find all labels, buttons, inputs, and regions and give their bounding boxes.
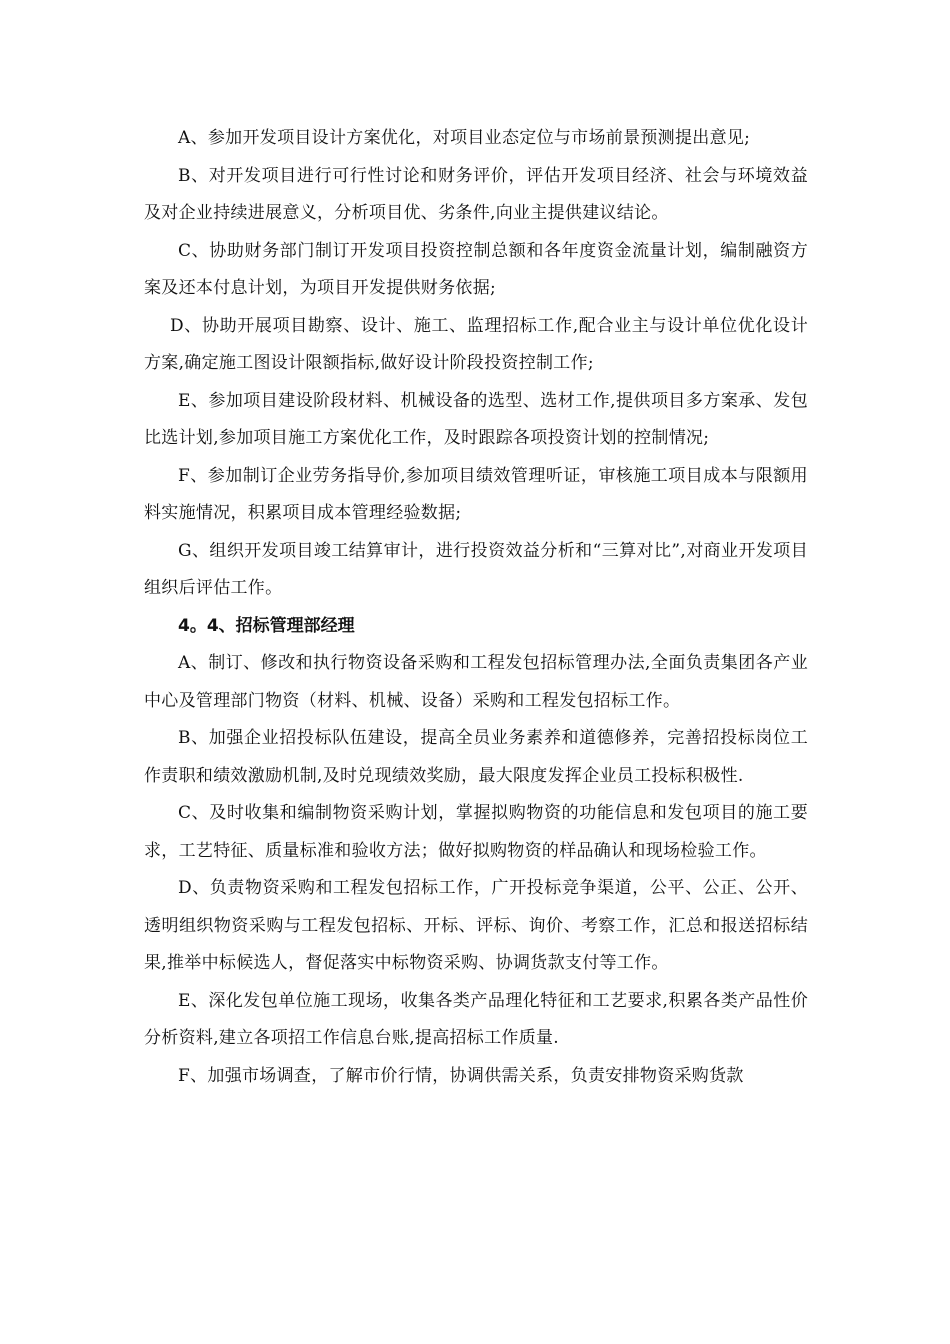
document-body — [144, 120, 808, 1095]
paragraph-d2: D、负责物资采购和工程发包招标工作，广开投标竞争渠道，公平、公正、公开、透明组织物资采购与工程发包招标、开标、评标、询价、考察工作，汇总和报送招标结果,推举中标候选人，督促落实中标物资采购、协调货款支付等工作。 — [144, 878, 808, 973]
paragraph-c2: C、及时收集和编制物资采购计划，掌握拟购物资的功能信息和发包项目的施工要求，工艺特征、质量标准和验收方法；做好拟购物资的样品确认和现场检验工作。 — [144, 803, 808, 861]
section-heading: 4。4、招标管理部经理 — [178, 615, 355, 636]
paragraph-e1: E、参加项目建设阶段材料、机械设备的选型、选材工作,提供项目多方案承、发包比选计划,参加项目施工方案优化工作，及时跟踪各项投资计划的控制情况; — [144, 390, 808, 448]
paragraph-b1: B、对开发项目进行可行性讨论和财务评价，评估开发项目经济、社会与环境效益及对企业持续进展意义，分析项目优、劣条件,向业主提供建议结论。 — [144, 165, 808, 223]
paragraph-a2: A、制订、修改和执行物资设备采购和工程发包招标管理办法,全面负责集团各产业中心及管理部门物资（材料、机械、设备）采购和工程发包招标工作。 — [144, 653, 808, 711]
paragraph-f2: F、加强市场调查，了解市价行情，协调供需关系，负责安排物资采购货款 — [178, 1065, 744, 1086]
paragraph-g1: G、组织开发项目竣工结算审计，进行投资效益分析和“三算对比”,对商业开发项目组织后评估工作。 — [144, 540, 808, 598]
paragraph-b2: B、加强企业招投标队伍建设，提高全员业务素养和道德修养，完善招投标岗位工作责职和绩效激励机制,及时兑现绩效奖励，最大限度发挥企业员工投标积极性. — [144, 728, 808, 786]
paragraph-e2: E、深化发包单位施工现场，收集各类产品理化特征和工艺要求,积累各类产品性价分析资料,建立各项招工作信息台账,提高招标工作质量. — [144, 990, 808, 1048]
paragraph-c1: C、协助财务部门制订开发项目投资控制总额和各年度资金流量计划，编制融资方案及还本付息计划，为项目开发提供财务依据; — [144, 240, 808, 298]
paragraph-d1: D、协助开展项目勘察、设计、施工、监理招标工作,配合业主与设计单位优化设计方案,确定施工图设计限额指标,做好设计阶段投资控制工作; — [144, 315, 808, 373]
paragraph-f1: F、参加制订企业劳务指导价,参加项目绩效管理听证，审核施工项目成本与限额用料实施情况，积累项目成本管理经验数据; — [144, 465, 808, 523]
paragraph-a1: A、参加开发项目设计方案优化，对项目业态定位与市场前景预测提出意见; — [178, 128, 751, 148]
